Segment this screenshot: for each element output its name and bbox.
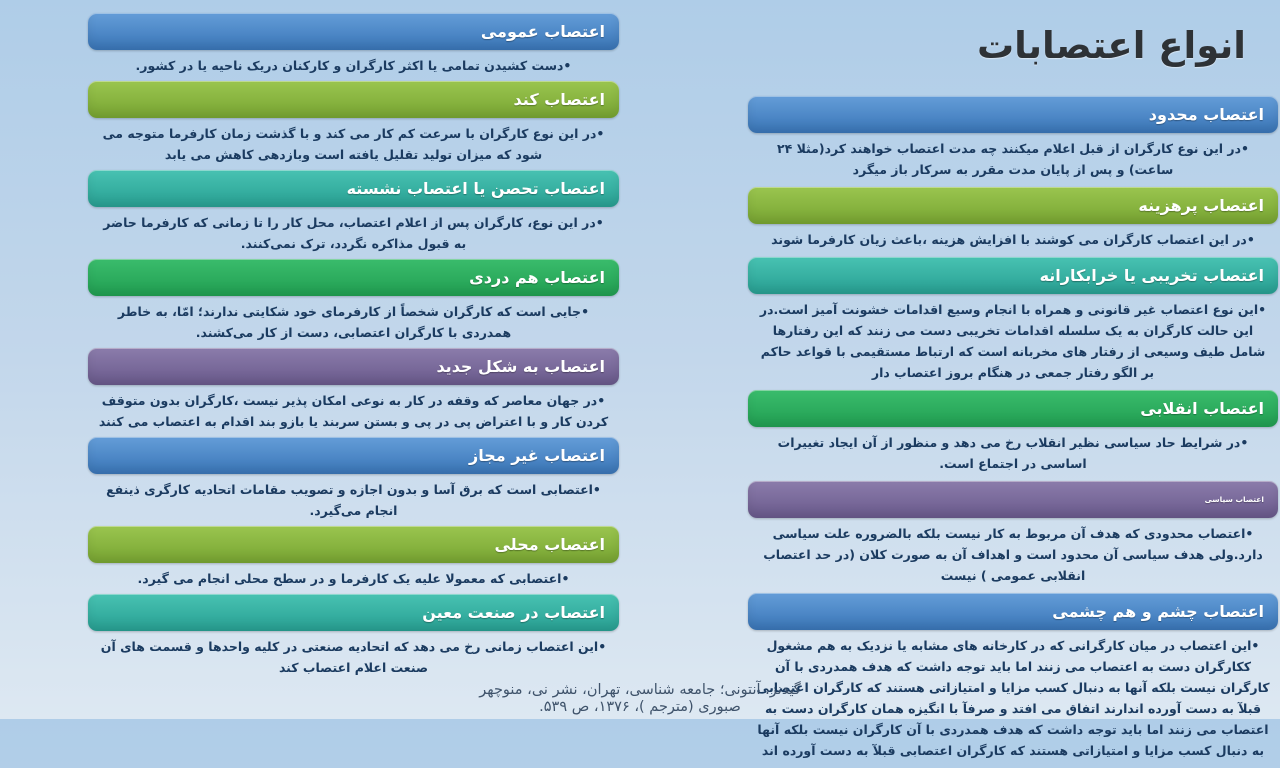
strike-type-description: •این اعتصاب زمانی رخ می دهد که اتحادیه صنعتی در کلیه واحدها و قسمت های آن صنعت اعلام اعتصاب کند [100,639,607,675]
strike-item [748,187,1278,250]
strike-type-header-bar [88,526,619,563]
strike-type-description: •این اعتصاب در میان کارگرانی که در کارخانه های مشابه یا نزدیک به هم مشغول ککارگران دست به اعتصاب می زنند اما باید توجه داشت که هدف همدردی با آن کارگران نیست بلکه آنها به دنبال کسب مزایا و امتیازاتی هستند که کارگران اعتصابی قبلآ به دست آورده اندارند اتفاق می افتد و صرفآ با انگیزه همان کارگران دست به اعتصاب می زنند اما باید توجه داشت که هدف همدردی با آن کارگران نیست بلکه آنها به دنبال کسب مزایا و امتیازاتی هستند که کارگران اعتصابی قبلآ به دست آورده اند [756,638,1270,758]
strike-type-label: اعتصاب انقلابی [1140,399,1264,418]
strike-type-description: •اعتصابی که معمولا علیه یک کارفرما و در سطح محلی انجام می گیرد. [137,571,570,586]
strike-type-label: اعتصاب هم دردی [469,268,605,287]
strike-type-description: •اعتصاب محدودی که هدف آن مربوط به کار نیست بلکه بالضروره علت سیاسی دارد.ولی هدف سیاسی آن محدود است و اهداف آن به صورت کلان (در حد اعتصاب انقلابی عمومی ) نیست [763,526,1263,583]
strike-type-label: اعتصاب محلی [494,535,605,554]
citation [340,682,940,716]
strike-type-header-bar [88,437,619,474]
strike-type-description: •در این نوع، کارگران پس از اعلام اعتصاب، محل کار را تا زمانی که کارفرما حاضر به قبول مذاکره نگردد، ترک نمی‌کنند. [103,215,604,251]
strike-type-header-bar [748,390,1278,427]
strike-item [88,526,619,589]
strike-type-description: •این نوع اعتصاب غیر قانونی و همراه با انجام وسیع اقدامات خشونت آمیز است.در این حالت کارگران به یک سلسله اقدامات تخریبی دست می زنند که این رفتارها شامل طیف وسیعی از رفتار های مخربانه است که ارتباط مستقیمی با قواعد حاکم بر الگو رفتار جمعی در هنگام بروز اعتصاب دار [759,302,1267,380]
citation-line-1: گیدنز، آنتونی؛ جامعه شناسی، تهران، نشر نی، منوچهر [479,682,801,698]
strike-item [748,257,1278,383]
strike-item [748,96,1278,180]
strike-item [748,390,1278,474]
strike-type-label: اعتصاب در صنعت معین [422,603,605,622]
strike-item [88,259,619,343]
strike-type-header-bar [748,257,1278,294]
strike-item [88,13,619,76]
strike-type-description: •در این نوع کارگران از قبل اعلام میکنند چه مدت اعتصاب خواهند کرد(مثلا ۲۴ ساعت) و پس از پایان مدت مقرر به سرکار باز میگرد [776,141,1250,177]
strike-type-label: اعتصاب عمومی [480,22,605,41]
strike-type-header-bar [748,187,1278,224]
page-title: انواع اعتصابات [977,24,1246,67]
strike-type-header-bar [88,170,619,207]
strike-item [88,594,619,678]
strike-item [88,170,619,254]
strike-type-header-bar [748,593,1278,630]
strike-type-label: اعتصاب محدود [1148,105,1264,124]
citation-line-2: صبوری (مترجم )، ۱۳۷۶، ص ۵۳۹. [539,699,741,715]
strike-type-label: اعتصاب به شکل جدید [436,357,605,376]
strike-type-header-bar [748,481,1278,518]
strike-type-description: •در شرایط حاد سیاسی نظیر انقلاب رخ می دهد و منظور از آن ایجاد تغییرات اساسی در اجتماع است. [777,435,1249,471]
strike-type-header-bar [88,594,619,631]
strike-item [748,593,1278,761]
left-column [88,13,619,683]
strike-type-description: •جایی است که کارگران شخصاً از کارفرمای خود شکایتی ندارند؛ امّا، به خاطر همدردی با کارگران اعتصابی، دست از کار می‌کشند. [117,304,590,340]
strike-type-label: اعتصاب پرهزینه [1138,196,1264,215]
strike-item [88,437,619,521]
strike-type-description: •اعتصابی است که برق آسا و بدون اجازه و تصویب مقامات اتحادیه کارگری ذینفع انجام می‌گیرد. [106,482,601,518]
strike-type-label: اعتصاب تخریبی یا خرابکارانه [1039,266,1264,285]
strike-type-header-bar [88,81,619,118]
right-column [748,96,1278,768]
strike-type-label: اعتصاب سیاسی [1204,495,1264,504]
strike-type-header-bar [88,13,619,50]
strike-type-label: اعتصاب کند [513,90,605,109]
strike-type-header-bar [88,259,619,296]
strike-type-description: •در جهان معاصر که وقفه در کار به نوعی امکان پذیر نیست ،کارگران بدون متوقف کردن کار و با اعتراض پی در پی و بستن سربند یا بازو بند اقدام به اعتصاب می کنند [98,393,609,429]
strike-type-description: •در این نوع کارگران با سرعت کم کار می کند و با گذشت زمان کارفرما متوجه می شود که میزان تولید تقلیل یافته است وبازدهی کاهش می یابد [102,126,605,162]
strike-item [88,81,619,165]
strike-item [748,481,1278,586]
strike-type-label: اعتصاب غیر مجاز [468,446,605,465]
strike-type-description: •دست کشیدن تمامی یا اکثر کارگران و کارکنان دریک ناحیه یا در کشور. [135,58,572,73]
strike-type-label: اعتصاب تحصن یا اعتصاب نشسته [346,179,605,198]
strike-type-label: اعتصاب چشم و هم چشمی [1052,602,1264,621]
strike-type-description: •در این اعتصاب کارگران می کوشند با افزایش هزینه ،باعث زیان کارفرما شوند [771,232,1255,247]
strike-item [88,348,619,432]
strike-type-header-bar [88,348,619,385]
strike-type-header-bar [748,96,1278,133]
